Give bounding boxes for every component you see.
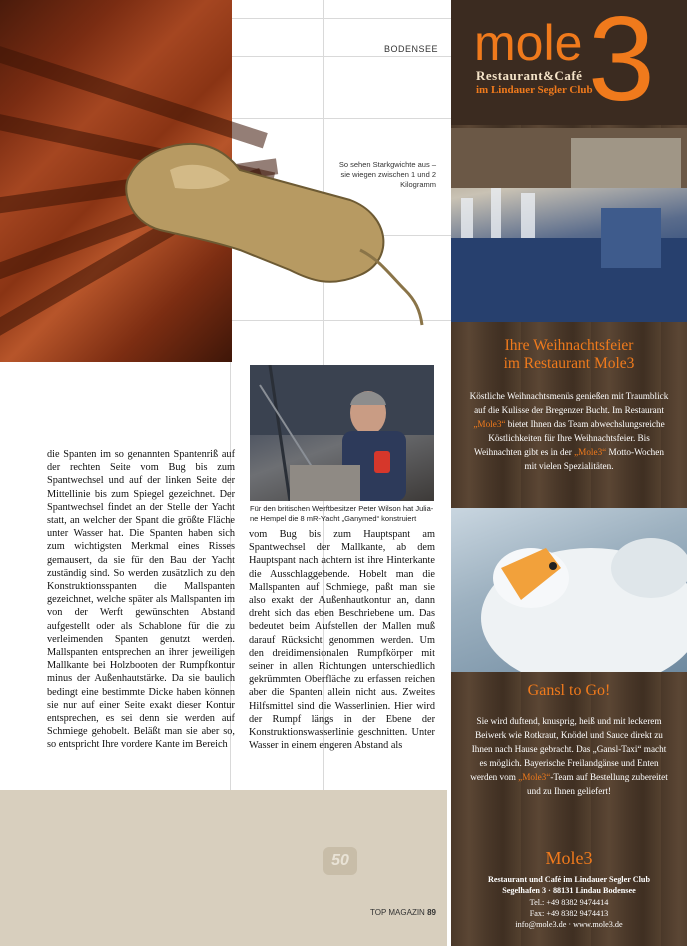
contact-title: Mole3 [545, 848, 593, 868]
article-column-left: die Spanten im so genannten Spantenriß auf der rechten Seite vom Bug bis zum Spantwechsel und auf der linken Seite der Mittellinie bis zum Spiegel gezeichnet. Der Spantwechsel findet an der Stelle der Yacht statt, an welcher der Spant die größte Fläche unter Wasser hat. Die Spanten haben sich zum wichtigsten Merkmal eines Risses gemausert, da sie für den Bau der Yacht zuständig sind. So werden zusätzlich zu den Konstruktionsspanten die Mallspanten gezeichnet, welche später als Mallspanten im von der Werft gewünschten Abstand aufgestellt oder als Schablone für die zu verleimenden Spanten genutzt werden. Mallspanten entsprechen an ihrer jeweiligen Mallkante bei Holzbooten der Rumpfkontur minus der Außenhautstärke. Da sie baulich bedingt eine bestimmte Dicke haben können sie nur auf einer Seite exakt dieser Kontur entsprechen, es sei denn sie werden auf Schmiege gehobelt. Beläßt man sie aber so, so entspricht Ihre vordere Kante im Bereich [47, 449, 235, 751]
page-footer [370, 908, 436, 917]
page-number: 89 [427, 908, 436, 917]
grid-line [230, 56, 451, 57]
contact-address-line2: Segelhafen 3 · 88131 Lindau Bodensee [502, 886, 636, 895]
xmas-heading-line1: Ihre Weihnachtsfeier [504, 337, 634, 354]
article-column-right: vom Bug bis zum Hauptspant am Spantwechsel der Mallkante, ab dem Hauptspant nach achtern ist ihre Hinterkante die Ausschlaggebende. Hobelt man die Mallspanten auf Schmiege, paßt man sie also exakt der Außenhautkontur an, dann dreht sich das eben Beschriebene um. Das bedeutet beim Aufstellen der Mallen muß darauf Rücksicht genommen werden. Um den dreidimensionalen Rumpfkörper mit seiner in allen Richtungen unterschiedlich gekrümmten Oberfläche zu erfassen reichen aber die Spanten allein nicht aus. Zweites Hilfsmittel sind die Wasserlinien. Hier wird der Rumpf längs in der Ebene der Konstruktionswasserlinie geschnitten. Unter Wasser in einem engeren Abstand als [249, 529, 435, 752]
xmas-brand-a: „Mole3“ [473, 419, 506, 429]
xmas-brand-b: „Mole3“ [574, 447, 607, 457]
contact-fax: Fax: +49 8382 9474413 [529, 909, 609, 918]
gansl-text-2: -Team auf Bestellung zubereitet und zu Ihnen geliefert! [527, 772, 668, 796]
section-label: BODENSEE [384, 44, 439, 54]
contact-address-line1: Restaurant und Café im Lindauer Segler Club [487, 875, 651, 884]
designer-illustration [250, 365, 434, 501]
restaurant-illustration [451, 128, 687, 322]
gansl-text-1: Sie wird duftend, knusprig, heiß und mit leckerem Beiwerk wie Rotkraut, Knödel und Sauce direkt zu Ihnen nach Hause gebracht. Das „Gansl-Taxi“ macht es möglich. Bayerische Freilandgänse und Enten werden vom [470, 716, 667, 782]
grid-line [230, 18, 451, 19]
gansl-body [469, 714, 669, 798]
designer-photo [250, 365, 434, 501]
xmas-text-1: Köstliche Weihnachtsmenüs genießen mit Traumblick auf die Kulisse der Bregenzer Bucht. Im Restaurant [469, 391, 669, 415]
gansl-heading: Gansl to Go! [527, 682, 611, 699]
xmas-text-3: Motto-Wochen mit vielen Spezialitäten. [524, 447, 664, 471]
xmas-text-2: bietet Ihnen das Team abwechslungsreiche Köstlichkeiten für Ihre Weihnachtsfeier. Bis Weihnachten gibt es in der [474, 419, 665, 457]
logo-club-line: im Lindauer Segler Club [476, 84, 593, 96]
xmas-body [469, 389, 669, 473]
gansl-brand: „Mole3“ [518, 772, 551, 782]
goose-illustration [451, 508, 687, 672]
anniversary-badge: 50 [323, 847, 357, 875]
xmas-heading-line2: im Restaurant Mole3 [503, 355, 635, 372]
contact-email-website[interactable]: info@mole3.de · www.mole3.de [515, 920, 623, 929]
contact-phone: Tel.: +49 8382 9474414 [529, 898, 609, 907]
restaurant-photo [451, 128, 687, 322]
logo-wordmark: mole [474, 15, 583, 71]
magazine-name: TOP MAGAZIN [370, 908, 425, 917]
logo-number: 3 [588, 0, 655, 126]
logo-subtitle: Restaurant&Café [476, 68, 583, 83]
goose-photo [451, 508, 687, 672]
designer-caption: Für den britischen Werftbesitzer Peter Wilson hat Julia-ne Hempel die 8 mR-Yacht „Ganymed“ konstruiert [250, 504, 434, 523]
footer-band [0, 790, 447, 946]
weights-caption: So sehen Starkgwichte aus – sie wiegen zwischen 1 und 2 Kilogramm [338, 160, 436, 189]
grid-line [230, 118, 451, 119]
